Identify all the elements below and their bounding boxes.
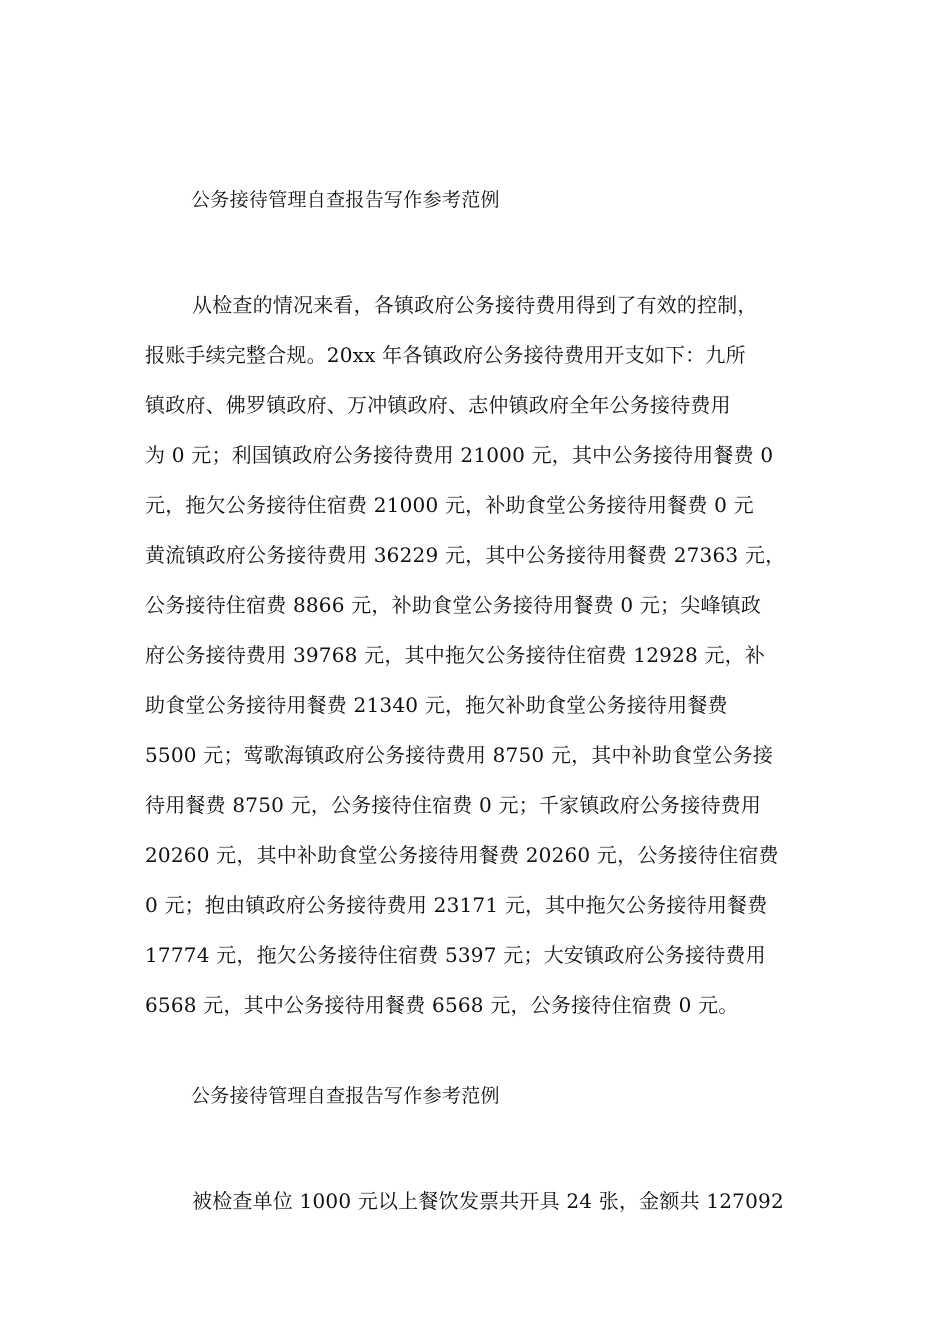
paragraph-1-line: 报账手续完整合规。20xx 年各镇政府公务接待费用开支如下：九所 — [145, 343, 746, 367]
paragraph-1-line: 为 0 元；利国镇政府公务接待费用 21000 元，其中公务接待用餐费 0 — [145, 443, 774, 467]
paragraph-2 — [145, 1176, 845, 1226]
section-heading-2: 公务接待管理自查报告写作参考范例 — [191, 1085, 500, 1107]
paragraph-1-line: 从检查的情况来看，各镇政府公务接待费用得到了有效的控制， — [192, 293, 758, 317]
paragraph-1-line: 元，拖欠公务接待住宿费 21000 元，补助食堂公务接待用餐费 0 元 — [145, 493, 754, 517]
section-heading-1: 公务接待管理自查报告写作参考范例 — [191, 189, 500, 211]
paragraph-1-line: 黄流镇政府公务接待费用 36229 元，其中公务接待用餐费 27363 元， — [145, 543, 786, 567]
paragraph-1-line: 5500 元；莺歌海镇政府公务接待费用 8750 元，其中补助食堂公务接 — [145, 743, 774, 767]
paragraph-1-line: 6568 元，其中公务接待用餐费 6568 元，公务接待住宿费 0 元。 — [145, 993, 739, 1017]
paragraph-2-line: 被检查单位 1000 元以上餐饮发票共开具 24 张，金额共 127092 — [192, 1189, 784, 1213]
paragraph-1-line: 公务接待住宿费 8866 元，补助食堂公务接待用餐费 0 元；尖峰镇政 — [145, 593, 762, 617]
paragraph-1-line: 府公务接待费用 39768 元，其中拖欠公务接待住宿费 12928 元，补 — [145, 643, 766, 667]
paragraph-1-line: 镇政府、佛罗镇政府、万冲镇政府、志仲镇政府全年公务接待费用 — [145, 393, 731, 417]
paragraph-1 — [145, 280, 845, 1030]
paragraph-1-line: 20260 元，其中补助食堂公务接待用餐费 20260 元，公务接待住宿费 — [145, 843, 779, 867]
paragraph-1-line: 17774 元，拖欠公务接待住宿费 5397 元；大安镇政府公务接待费用 — [145, 943, 766, 967]
paragraph-1-line: 0 元；抱由镇政府公务接待费用 23171 元，其中拖欠公务接待用餐费 — [145, 893, 768, 917]
paragraph-1-line: 助食堂公务接待用餐费 21340 元，拖欠补助食堂公务接待用餐费 — [145, 693, 728, 717]
paragraph-1-line: 待用餐费 8750 元，公务接待住宿费 0 元；千家镇政府公务接待费用 — [145, 793, 762, 817]
